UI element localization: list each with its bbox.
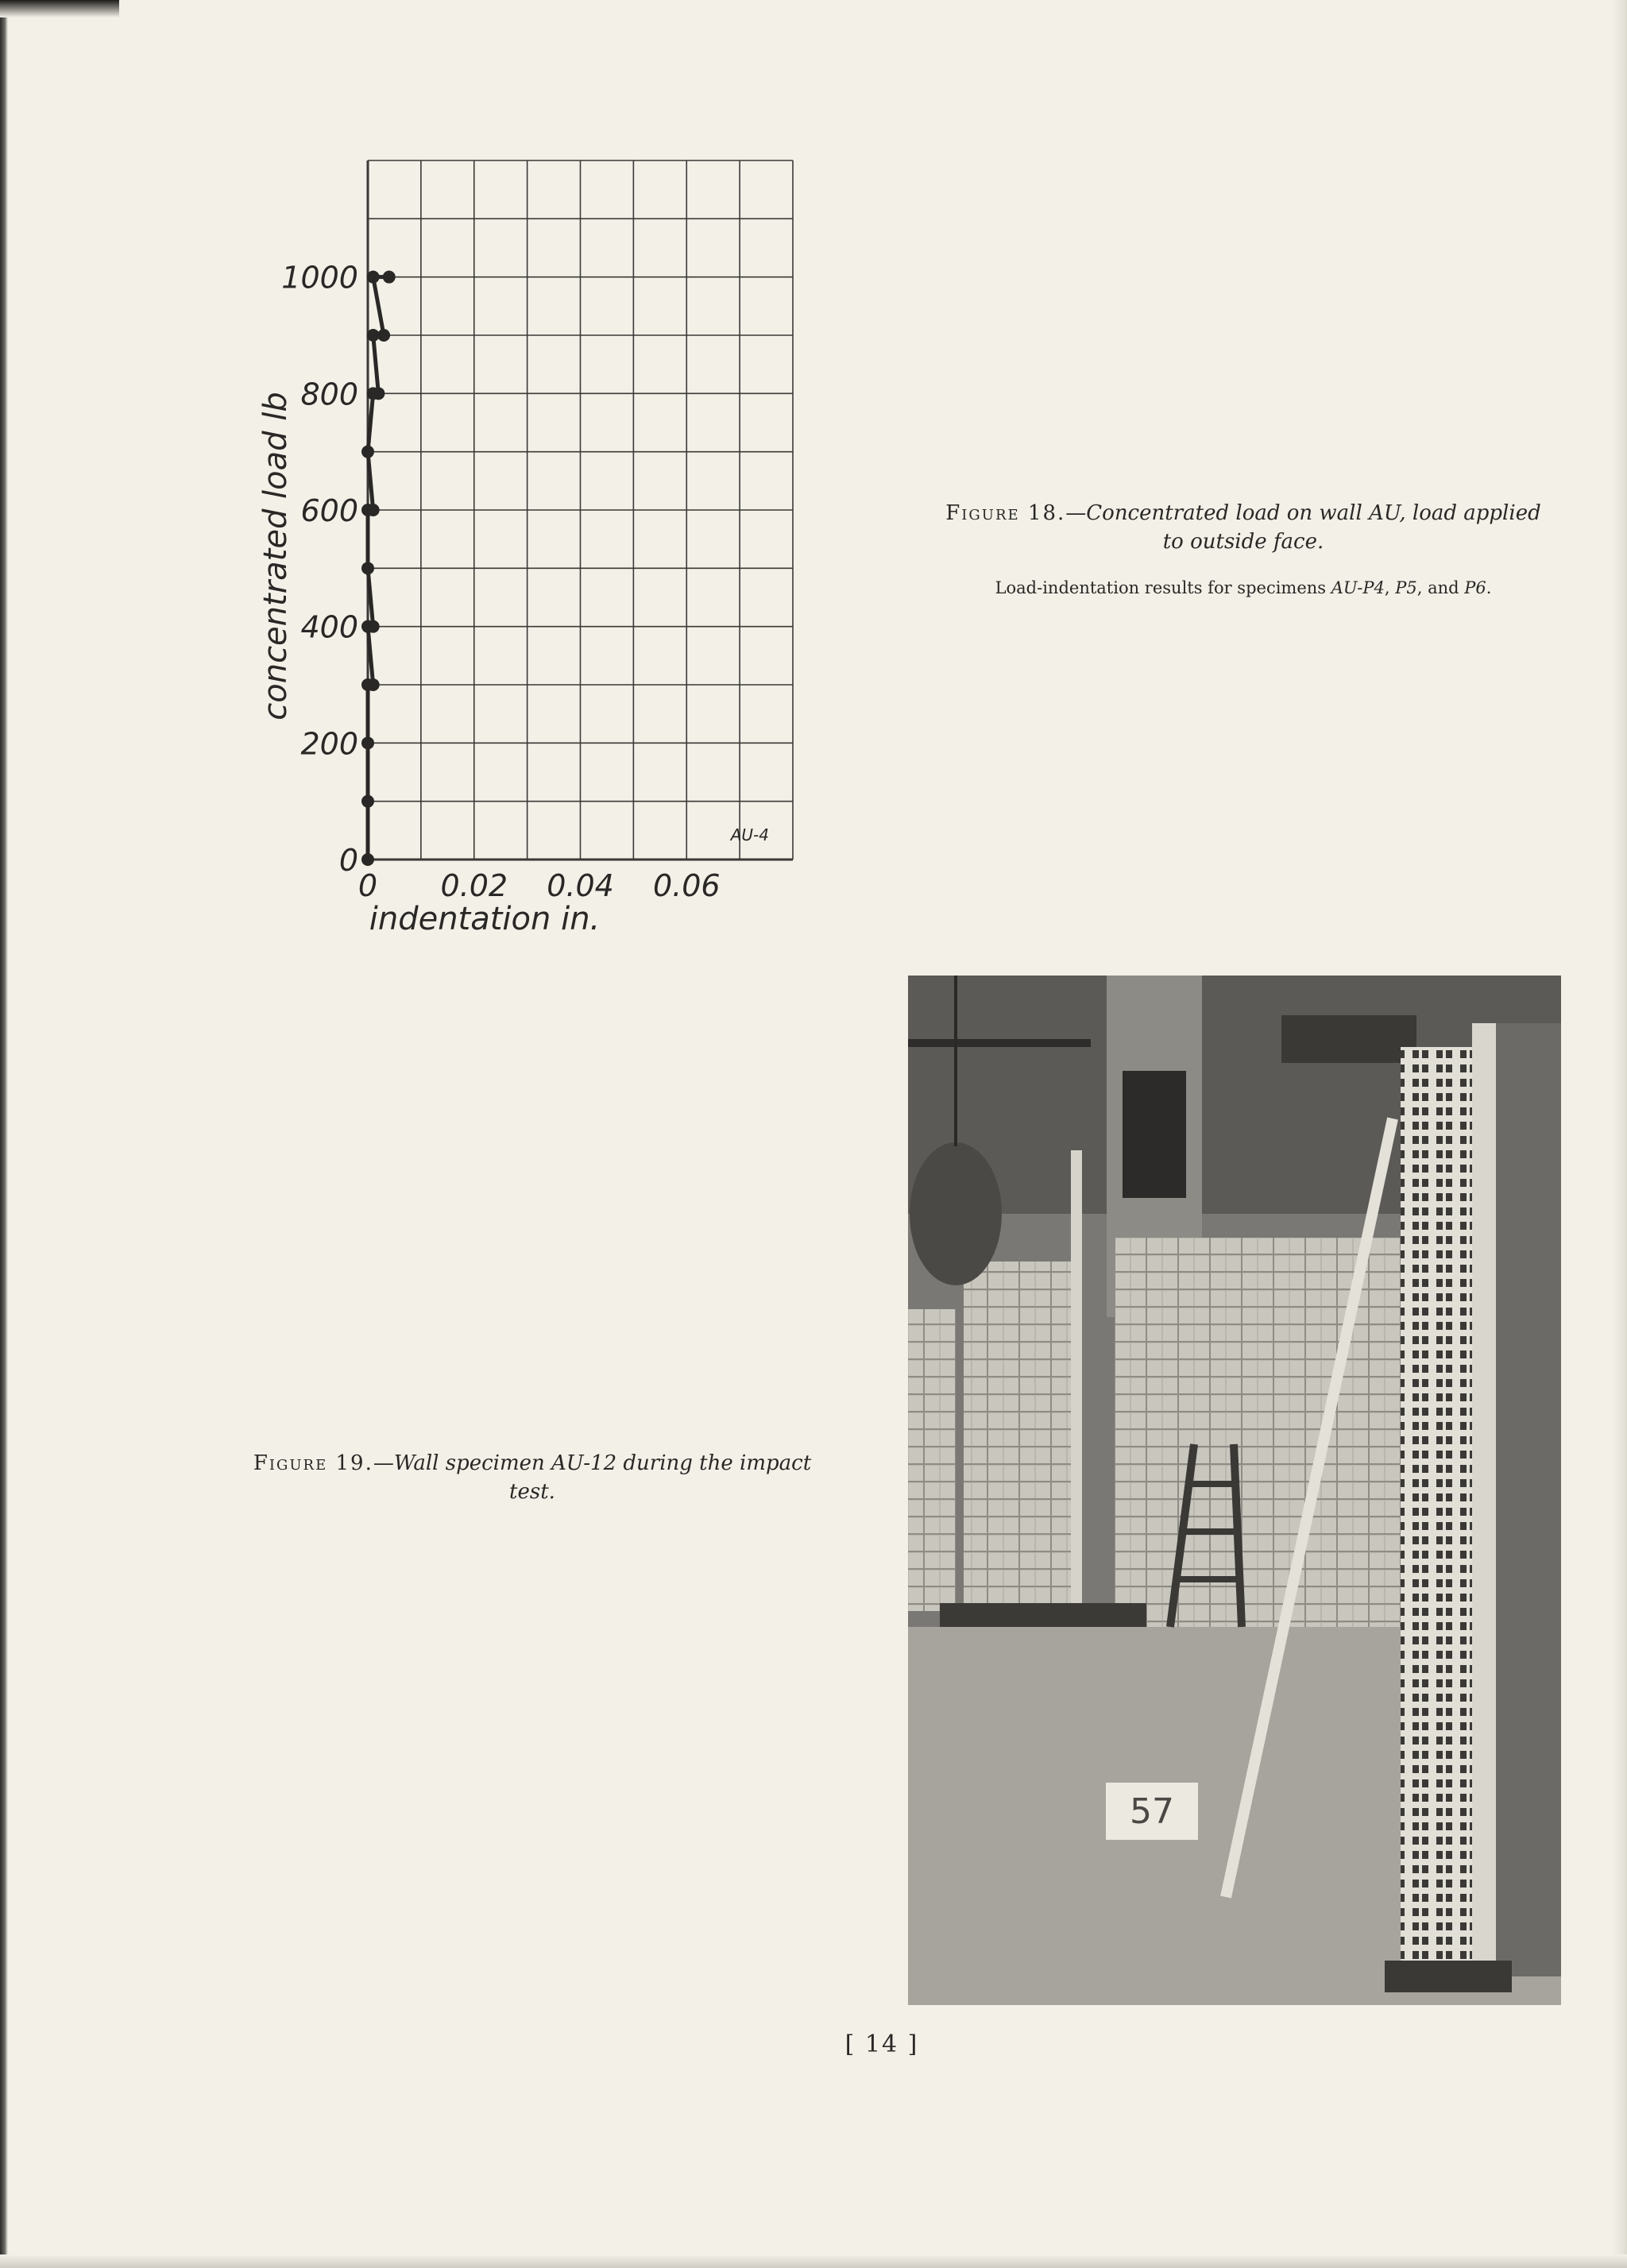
y-tick-label: 400 (300, 609, 358, 645)
figure-19-caption-line1: Wall specimen AU-12 during the impact (393, 1451, 812, 1475)
test-frame-back (1496, 1023, 1561, 1976)
window-opening (1123, 1071, 1186, 1198)
scan-edge-left (0, 0, 8, 2268)
data-point (367, 678, 380, 691)
x-tick-label: 0.06 (652, 868, 721, 903)
overhead-beam (1281, 1015, 1416, 1063)
data-point (361, 853, 374, 866)
figure-18-note-prefix: Load-indentation results for specimens (995, 578, 1331, 597)
data-point (377, 329, 390, 342)
x-tick-label: 0 (357, 868, 378, 903)
figure-18-dash: — (1065, 501, 1087, 525)
figure-18-label: Figure 18. (945, 501, 1066, 525)
wall-specimen (1401, 1047, 1472, 1969)
figure-18-note-p5: P5 (1395, 578, 1417, 597)
scan-edge-top (0, 0, 119, 17)
data-point (383, 271, 396, 284)
chart-x-ticks (358, 868, 721, 903)
figure-18-note-sep1: , (1384, 578, 1396, 597)
data-point (367, 504, 380, 516)
figure-19-caption-line2: test. (509, 1480, 555, 1504)
figure-18-note-end: . (1486, 578, 1492, 597)
chart-x-axis-label: indentation in. (369, 901, 601, 937)
chart-grid (368, 160, 793, 860)
photo-number-placard: 57 (1106, 1783, 1198, 1840)
load-indentation-chart (254, 143, 810, 956)
test-frame-post (1472, 1023, 1496, 1976)
figure-18-caption (910, 499, 1577, 556)
figure-18-note-sep2: , and (1416, 578, 1465, 597)
y-tick-label: 600 (300, 493, 358, 528)
data-point (367, 620, 380, 633)
data-point (361, 446, 374, 458)
scan-edge-right (1613, 0, 1627, 2268)
figure-19-dash: — (373, 1451, 394, 1475)
figure-18-caption-line1: Concentrated load on wall AU, load applied (1086, 501, 1541, 525)
impact-bag (910, 1142, 1002, 1285)
block-wall-far-left (908, 1309, 956, 1611)
chart-y-axis-label: concentrated load lb (257, 392, 294, 721)
data-point (361, 562, 374, 574)
figure-18-note (910, 578, 1577, 597)
y-tick-label: 1000 (281, 260, 358, 296)
figure-19-label: Figure 19. (253, 1451, 373, 1475)
data-point (367, 271, 380, 284)
photo-illustration (908, 976, 1561, 2005)
figure-18-caption-line2: to outside face. (1162, 530, 1324, 554)
y-tick-label: 200 (300, 726, 358, 762)
x-tick-label: 0.04 (547, 868, 614, 903)
figure-18-note-specimen: AU-P4 (1331, 578, 1385, 597)
figure-18-note-p6: P6 (1464, 578, 1486, 597)
block-wall-left (964, 1262, 1075, 1627)
chart-svg (254, 143, 810, 953)
scan-edge-bottom (0, 2254, 1627, 2268)
floor-frame (940, 1603, 1146, 1627)
data-point (361, 736, 374, 749)
balcony-railing (908, 1039, 1091, 1047)
data-point (372, 387, 385, 400)
y-tick-label: 0 (338, 843, 358, 878)
page-number: [ 14 ] (844, 2030, 919, 2058)
figure-19-caption (222, 1449, 842, 1506)
x-tick-label: 0.02 (440, 868, 508, 903)
y-tick-label: 800 (300, 377, 358, 412)
data-point (361, 795, 374, 808)
wall-specimen-photo (908, 976, 1561, 2005)
frame-base (1385, 1961, 1512, 1992)
chart-specimen-label: AU-4 (730, 825, 769, 844)
